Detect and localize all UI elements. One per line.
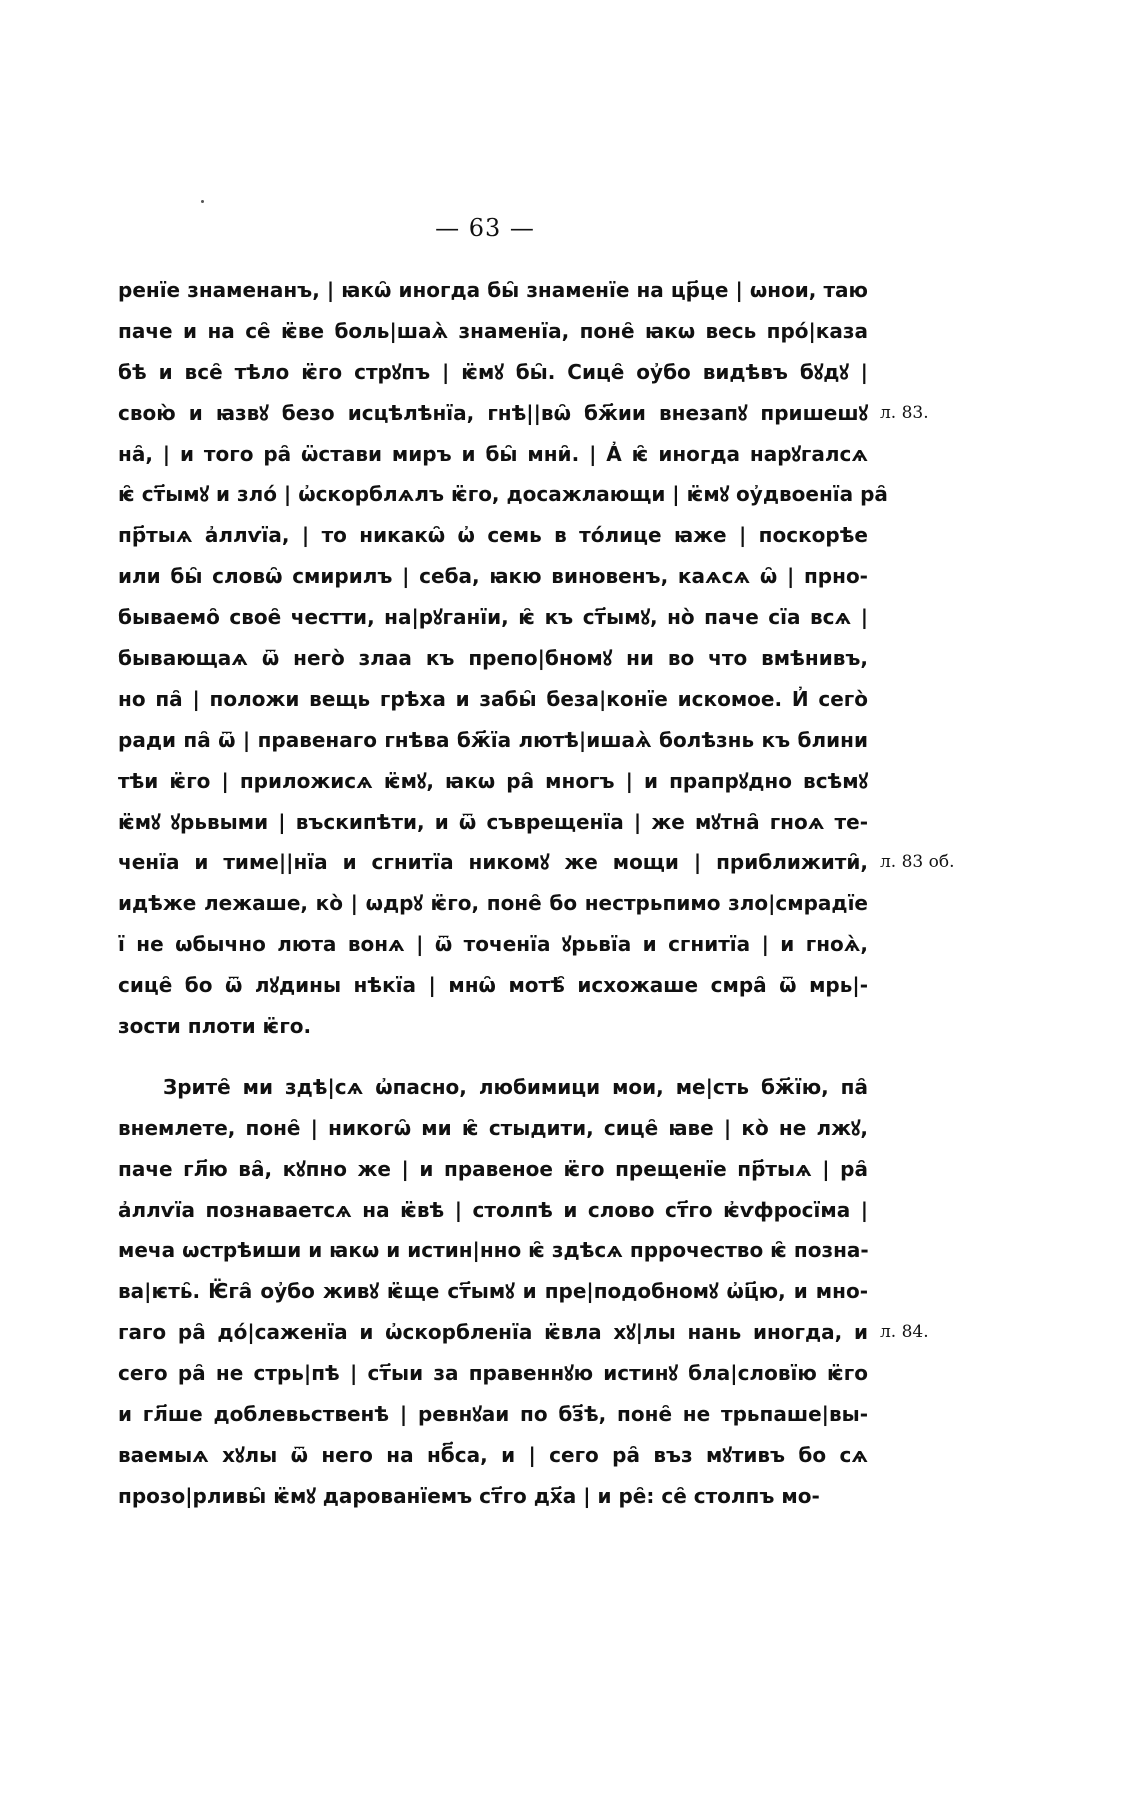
text-line xyxy=(118,270,868,311)
text-line xyxy=(118,638,868,679)
text-line xyxy=(118,842,955,883)
text-line xyxy=(118,1108,868,1149)
text-line xyxy=(118,393,929,434)
text-line xyxy=(118,1230,868,1271)
line-text: или бы̑ словѡ̑ смирилъ | себа, ꙗкю виновенъ, каѧсѧ ѡ̑ | прно- xyxy=(118,564,868,589)
line-text: ради па̑ ѿ | правенаго гнѣва бж҃їа лютѣ|ишаѧ̀ болѣзнь къ блини xyxy=(118,727,868,752)
line-text: идѣже лежаше, ко̀ | ѡдрꙋ ѥ̈го, поне̑ бо нестрьпимо зло|смрадїе xyxy=(118,891,868,916)
line-text: на̑, | и того ра̑ ѡ̈стави миръ и бы̑ мни̑. | А҆ ѥ̑ иногда нарꙋгалсѧ xyxy=(118,441,868,466)
text-line xyxy=(118,924,868,965)
line-text: ваемыѧ хꙋлы ѿ него на нб҃са, и | сего ра̑ въз мꙋтивъ бо сѧ xyxy=(118,1442,868,1467)
text-line xyxy=(118,1271,868,1312)
text-line xyxy=(118,1149,868,1190)
text-line xyxy=(118,965,868,1006)
paragraph xyxy=(118,270,955,1047)
line-text: а҆ллѵїа познаваетсѧ на ѥ̈вѣ | столпѣ и слово ст҃го ѥ҆ѵфросїма | xyxy=(118,1197,868,1222)
text-line xyxy=(118,1435,868,1476)
text-line xyxy=(118,434,868,475)
paragraph xyxy=(118,1067,929,1517)
line-text: паче гл҃ю ва̑, кꙋпно же | и правеное ѥ̈го прещенїе пр҃тыѧ | ра̑ xyxy=(118,1156,868,1181)
text-line xyxy=(118,352,868,393)
paragraph-gap xyxy=(118,1047,868,1067)
folio-margin-note: л. 84. xyxy=(880,1322,929,1343)
text-line xyxy=(118,1067,868,1108)
line-text: ѥ̑ ст҃ымꙋ и зло́ | ѡ҆скорблѧлъ ѥ̈го, досажлающи | ѥ̈мꙋ оу҆двоенїа ра̑ xyxy=(118,482,888,507)
page-number: — 63 — xyxy=(435,214,535,242)
line-text: ва|ѥть̑. Ѥ̈га̑ оу҆бо живꙋ ѥ̈ще ст҃ымꙋ и пре|подобномꙋ ѡ҆ц҃ю, и мно- xyxy=(118,1279,868,1304)
line-text: зости плоти ѥ̈го. xyxy=(118,1014,312,1039)
line-text: ченїа и тиме||нїа и сгнитїа никомꙋ же мощи | приближити̑, xyxy=(118,850,868,875)
line-text: гаго ра̑ до́|саженїа и ѡ҆скорбленїа ѥ̈вла хꙋ|лы нань иногда, и xyxy=(118,1320,868,1345)
text-line xyxy=(118,883,868,924)
line-text: тѣи ѥ̈го | приложисѧ ѥ̈мꙋ, ꙗкѡ ра̑ многъ | и прапрꙋдно всѣмꙋ xyxy=(118,768,868,793)
line-text: прозо|рливы̑ ѥ̈мꙋ дарованїемъ ст҃го дх҃а | и ре̑: се̑ столпъ мо- xyxy=(118,1483,820,1508)
text-block xyxy=(118,270,955,1517)
line-text: Зрите̑ ми здѣ|сѧ ѡ҆пасно, любимици мои, ме|сть бж҃їю, па̑ xyxy=(163,1074,868,1099)
line-text: сего ра̑ не стрь|пѣ | ст҃ыи за правеннꙋю истинꙋ бла|словїю ѥ̈го xyxy=(118,1361,868,1386)
line-text: но па̑ | положи вещь грѣха и забы̑ беза|конїе искомое. И҆ сего̀ xyxy=(118,686,868,711)
line-text: меча ѡстрѣиши и ꙗкѡ и истин|нно ѥ̑ здѣсѧ пррочество ѥ̑ позна- xyxy=(118,1238,869,1263)
text-line xyxy=(118,474,888,515)
text-line xyxy=(118,1394,868,1435)
text-line xyxy=(118,1190,868,1231)
line-text: бывающаѧ ѿ него̀ злаа къ препо|бномꙋ ни во что вмѣнивъ, xyxy=(118,646,868,671)
text-line xyxy=(118,720,868,761)
line-text: ренїе знаменанъ, | ꙗкѡ̑ иногда бы̑ знаменїе на цр҃це | ѡнои, таю xyxy=(118,278,868,302)
text-line xyxy=(118,1312,929,1353)
text-line xyxy=(118,761,868,802)
folio-margin-note: л. 83 об. xyxy=(880,852,955,873)
line-text: внемлете, поне̑ | никогѡ̑ ми ѥ̑ стыдити, сице̑ ꙗве | ко̀ не лжꙋ, xyxy=(118,1115,868,1140)
line-text: сице̑ бо ѿ лꙋдины нѣкїа | мнѡ̑ мотѣ̑ исхожаше смра̑ ѿ мрь|- xyxy=(118,973,868,998)
line-text: бѣ и все̑ тѣло ѥ̈го стрꙋпъ | ѥ̈мꙋ бы̑. Сице̑ оу҆бо видѣвъ бꙋдꙋ | xyxy=(118,359,868,384)
text-line xyxy=(118,556,868,597)
folio-margin-note: л. 83. xyxy=(880,402,929,423)
text-line xyxy=(118,802,868,843)
line-text: бываемо̑ свое̑ честти, на|рꙋганїи, ѥ̑ къ ст҃ымꙋ, но̀ паче сїа всѧ | xyxy=(118,605,868,630)
line-text: ѥ̈мꙋ ꙋрьвыми | въскипѣти, и ѿ съврещенїа | же мꙋтна̑ гноѧ те- xyxy=(118,809,868,834)
line-text: свою̀ и ꙗзвꙋ безо исцѣлѣнїа, гнѣ||вѡ̑ бж҃ии внезапꙋ пришешꙋ xyxy=(118,400,868,425)
text-line xyxy=(118,679,868,720)
text-line xyxy=(118,597,868,638)
text-line xyxy=(118,1353,868,1394)
line-text: пр҃тыѧ а҆ллѵїа, | то никакѡ̑ ѡ҆ семь в то́лице ꙗже | поскорѣе xyxy=(118,523,868,548)
line-text: и гл҃ше доблевьственѣ | ревнꙋаи по бз҃ѣ, поне̑ не трьпаше|вы- xyxy=(118,1402,868,1427)
text-line xyxy=(118,311,868,352)
line-text: ї не ѡбычно люта вонѧ | ѿ точенїа ꙋрьвїа и сгнитїа | и гноѧ̀, xyxy=(118,932,868,957)
line-text: паче и на се̑ ѥ̈ве боль|шаѧ̀ знаменїа, поне̑ ꙗкѡ весь про́|каза xyxy=(118,318,868,343)
text-line xyxy=(118,1476,868,1517)
text-line xyxy=(118,515,868,556)
text-line xyxy=(118,1006,868,1047)
paper-speck xyxy=(201,200,204,203)
